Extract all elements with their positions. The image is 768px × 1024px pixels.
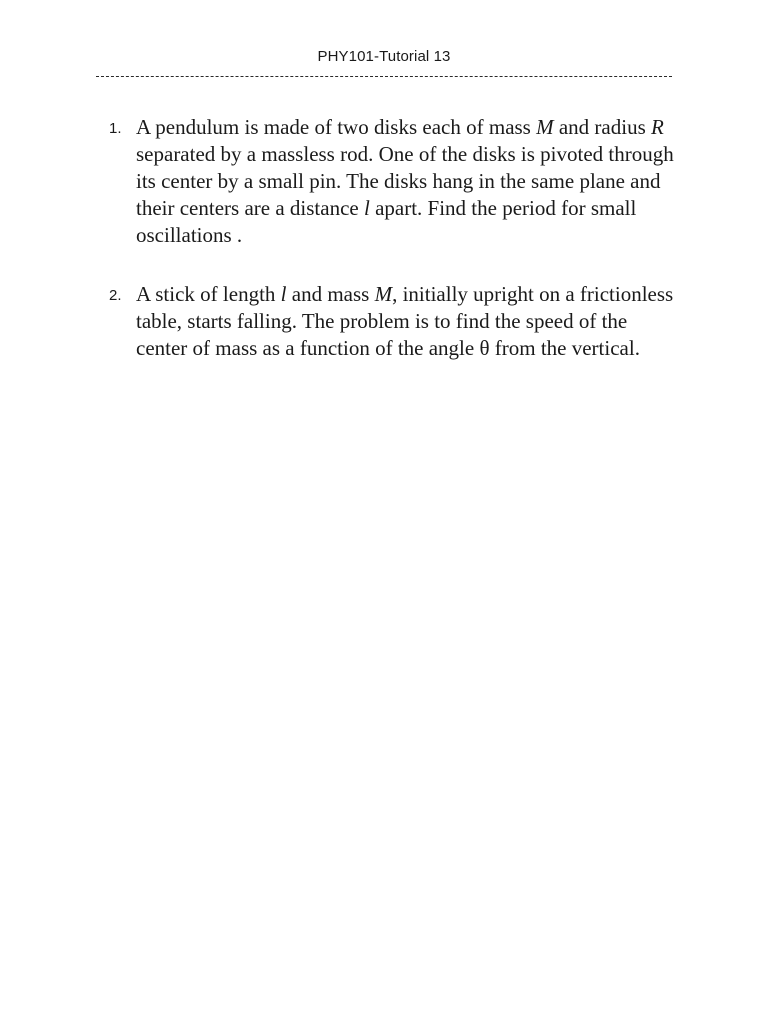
problem-2: [0, 281, 768, 362]
text-segment: A stick of length: [136, 282, 281, 306]
text-segment: , initially upright on a frictionless table, starts falling. The problem is to find the speed of the center of mass as a function of the angle θ from the vertical.: [136, 282, 674, 360]
variable-length: l: [280, 282, 287, 306]
problem-list: [0, 114, 768, 394]
text-segment: apart. Find the period for small oscillations .: [136, 196, 637, 247]
problem-text: [136, 114, 676, 249]
problem-text: [136, 281, 676, 362]
problem-number: 1.: [109, 120, 122, 137]
text-segment: separated by a massless rod. One of the disks is pivoted through its center by a small pin. The disks hang in the same plane and their centers are a distance: [136, 142, 674, 220]
text-segment: A pendulum is made of two disks each of mass: [136, 115, 537, 139]
dashed-divider: [96, 76, 672, 77]
document-title: PHY101-Tutorial 13: [317, 48, 451, 65]
text-segment: and radius: [553, 115, 652, 139]
problem-1: [0, 114, 768, 249]
variable-length: l: [363, 196, 370, 220]
variable-radius: R: [651, 115, 664, 139]
text-segment: and mass: [286, 282, 375, 306]
variable-mass: M: [374, 282, 393, 306]
variable-mass: M: [536, 115, 554, 139]
problem-number: 2.: [109, 287, 122, 304]
